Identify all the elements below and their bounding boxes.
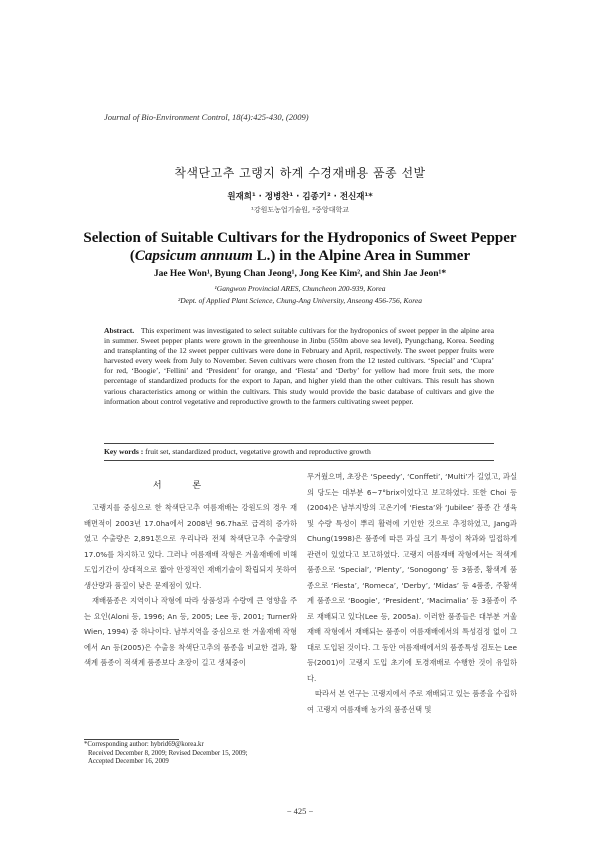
keywords-bottom-rule: [104, 460, 494, 461]
korean-authors: 원재희¹ · 정병찬¹ · 김종기² · 전신재¹*: [227, 192, 373, 202]
right-column: [307, 469, 517, 717]
footnote-line: Received December 8, 2009; Revised December 15, 2009;: [88, 749, 248, 757]
abstract: [104, 326, 494, 407]
footnote-rule: [84, 739, 179, 740]
english-title-line-2: [60, 247, 540, 265]
abstract-label: Abstract.: [104, 326, 135, 335]
korean-title: 착색단고추 고랭지 하계 수경재배용 품종 선발: [174, 166, 426, 180]
english-affiliation-1: ¹Gangwon Provincial ARES, Chuncheon 200-939, Korea: [214, 284, 386, 293]
abstract-text: This experiment was investigated to select suitable cultivars for the hydroponics of sweet pepper in the alpine area in summer. Sweet pepper plants were grown in the greenhouse in Jinbu (550m above sea level), Pyungchang, Korea. Seeding and transplanting of the 12 sweet pepper cultivars were done in February and April, respectively. The sweet pepper fruits were harvested every week from July to November. Seven cultivars were chosen from the 12 tested cultivars. ‘Special’ and ‘Cupra’ for red, ‘Boogie’, ‘Fellini’ and ‘President’ for orange, and ‘Fiesta’ and ‘Derby’ for yellow had more fruit sets, the more percentage of standardized products for the export to Japan, and higher yield than the other cultivars. This result has shown various characteristics among or within the cultivars. This study would provide the basic database of cultivars and give the information about control vegetative and reproductive growth to the farmers cultivating sweet pepper.: [104, 326, 494, 406]
paragraph: 따라서 본 연구는 고랭지에서 주로 재배되고 있는 품종을 수집하여 고랭지 여름재배 농가의 품종선택 및: [307, 689, 517, 714]
left-column: [84, 500, 297, 671]
keywords-top-rule: [104, 443, 494, 444]
keywords: [104, 447, 494, 456]
page-number: − 425 −: [286, 806, 314, 816]
english-affiliation-2: ²Dept. of Applied Plant Science, Chung-Ang University, Anseong 456-756, Korea: [178, 296, 422, 305]
english-title-line-2-rest: L.) in the Alpine Area in Summer: [252, 248, 471, 264]
paragraph: 재배품종은 지역이나 작형에 따라 상품성과 수량에 큰 영향을 주는 요인(Aloni 등, 1996; An 등, 2005; Lee 등, 2001; Turner와 Wien, 1994) 중 하나이다. 남부지역을 중심으로 한 겨울재배 작형에서 An 등(2005)은 수출용 착색단고추의 품종을 비교한 결과, 황색계 품종이 적색계 품종보다 초장이 길고 생체중이: [84, 596, 297, 667]
keywords-label: Key words :: [104, 447, 144, 456]
journal-citation: Journal of Bio-Environment Control, 18(4):425-430, (2009): [104, 112, 309, 122]
footnote-line: *Corresponding author: hybrid69@korea.kr: [84, 741, 204, 748]
korean-affiliations: ¹강원도농업기술원, ²중앙대학교: [251, 206, 349, 214]
footnote-line: Accepted December 16, 2009: [88, 758, 169, 766]
english-title-line-1: Selection of Suitable Cultivars for the Hydroponics of Sweet Pepper: [83, 230, 517, 246]
section-heading-introduction: 서 론: [152, 481, 216, 491]
english-title: [60, 229, 540, 265]
english-title-open-paren: (: [129, 248, 135, 264]
paragraph: 무거웠으며, 초장은 ‘Speedy’, ‘Conffeti’, ‘Multi’가 길었고, 과실의 당도는 대부분 6~7°brix이었다고 보고하였다. 또한 Choi 등(2004)은 남부지방의 고온기에 ‘Fiesta’와 ‘Jubilee’ 품종 간 생육 및 수량 특성이 뿌리 활력에 기인한 것으로 추정하였고, Jang과 Chung(1998)은 품종에 따른 과실 크기 특성이 착과와 밀접하게 관련이 있었다고 보고하였다. 고랭지 여름재배 작형에서는 적색계 품종으로 ‘Special’, ‘Plenty’, ‘Sonogong’ 등 3품종, 황색계 품종으로 ‘Fiesta’, ‘Romeca’, ‘Derby’, ‘Midas’ 등 4품종, 주황색계 품종으로 ‘Boogie’, ‘President’, ‘Macimalia’ 등 3품종이 주로 재배되고 있다(Lee 등, 2005a). 이러한 품종들은 대부분 겨울재배 작형에서 재배되는 품종이 여름재배에서의 특성검정 없이 그대로 도입된 것이다. 그 동안 여름재배에서의 품종특성 검토는 Lee 등(2001)이 고랭지 도입 초기에 토경재배로 수행한 것이 유일하다.: [307, 472, 518, 683]
footnote: [84, 741, 297, 767]
scientific-name: Capsicum annuum: [134, 248, 253, 264]
english-authors: Jae Hee Won¹, Byung Chan Jeong¹, Jong Kee Kim², and Shin Jae Jeon¹*: [153, 269, 447, 279]
paragraph: 고랭지를 중심으로 한 착색단고추 여름재배는 강원도의 경우 재배면적이 2003년 17.0ha에서 2008년 96.7ha로 급격히 증가하였고 수출량은 2,891톤으로 우리나라 전체 착색단고추 수출량의 17.0%를 차지하고 있다. 그러나 여름재배 작형은 겨울재배에 비해 도입기간이 상대적으로 짧아 안정적인 재배기술이 확립되지 못하여 생산량과 품질이 낮은 문제점이 있다.: [84, 503, 297, 590]
keywords-text: fruit set, standardized product, vegetative growth and reproductive growth: [143, 447, 371, 456]
